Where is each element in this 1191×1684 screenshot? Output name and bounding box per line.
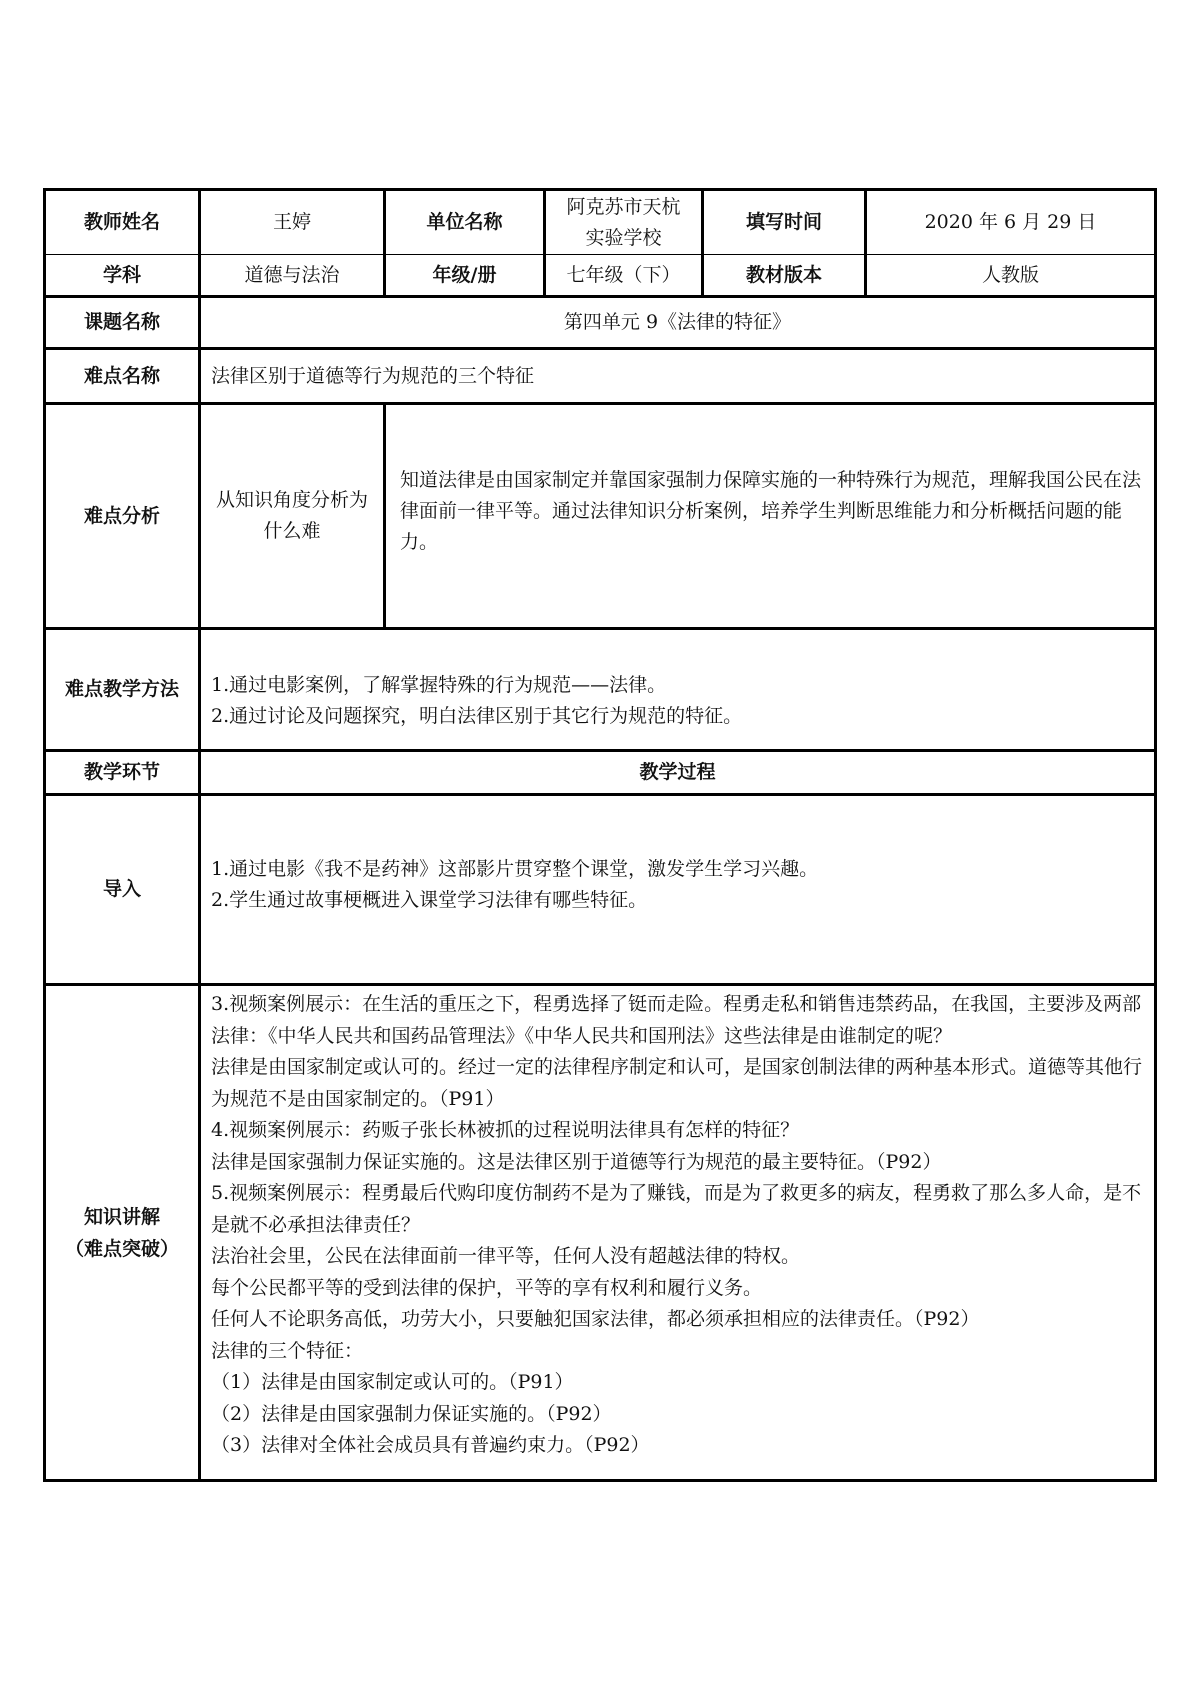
intro-label: 导入 <box>45 795 200 985</box>
edition-label: 教材版本 <box>703 255 866 297</box>
topic-value: 第四单元 9《法律的特征》 <box>200 297 1156 349</box>
row-topic <box>45 297 1156 349</box>
method-label: 难点教学方法 <box>45 629 200 751</box>
lesson-plan-table <box>43 188 1157 1482</box>
method-line: 1.通过电影案例，了解掌握特殊的行为规范——法律。 <box>211 673 667 696</box>
row-method <box>45 629 1156 751</box>
knowledge-line: （3）法律对全体社会成员具有普遍约束力。（P92） <box>211 1434 650 1456</box>
knowledge-label-line1: 知识讲解 <box>83 1205 160 1228</box>
unit-name-value: 阿克苏市天杭实验学校 <box>545 190 703 255</box>
row-difficulty <box>45 349 1156 404</box>
subject-value: 道德与法治 <box>200 255 385 297</box>
unit-name-label: 单位名称 <box>385 190 545 255</box>
process-stage-label: 教学环节 <box>45 751 200 795</box>
fill-date-value: 2020 年 6 月 29 日 <box>866 190 1156 255</box>
knowledge-line: （1）法律是由国家制定或认可的。（P91） <box>211 1371 574 1393</box>
knowledge-line: 法律是国家强制力保证实施的。这是法律区别于道德等行为规范的最主要特征。（P92） <box>211 1150 942 1173</box>
knowledge-line: 3.视频案例展示：在生活的重压之下，程勇选择了铤而走险。程勇走私和销售违禁药品，在我国，主要涉及两部法律：《中华人民共和国药品管理法》《中华人民共和国刑法》这些法律是由谁制定的呢？ <box>211 993 1142 1047</box>
knowledge-line: 5.视频案例展示：程勇最后代购印度仿制药不是为了赚钱，而是为了救更多的病友，程勇救了那么多人命，是不是就不必承担法律责任？ <box>211 1182 1142 1236</box>
analysis-label: 难点分析 <box>45 404 200 629</box>
method-line: 2.通过讨论及问题探究，明白法律区别于其它行为规范的特征。 <box>211 704 743 727</box>
row-analysis <box>45 404 1156 629</box>
row-intro <box>45 795 1156 985</box>
method-content <box>200 629 1156 751</box>
row-subject <box>45 255 1156 297</box>
topic-label: 课题名称 <box>45 297 200 349</box>
intro-line: 2.学生通过故事梗概进入课堂学习法律有哪些特征。 <box>211 888 648 911</box>
intro-line: 1.通过电影《我不是药神》这部影片贯穿整个课堂，激发学生学习兴趣。 <box>211 857 819 880</box>
knowledge-line: 法律是由国家制定或认可的。经过一定的法律程序制定和认可，是国家创制法律的两种基本形式。道德等其他行为规范不是由国家制定的。（P91） <box>211 1056 1143 1110</box>
grade-value: 七年级（下） <box>545 255 703 297</box>
knowledge-content <box>200 985 1156 1481</box>
row-knowledge <box>45 985 1156 1481</box>
fill-date-label: 填写时间 <box>703 190 866 255</box>
row-teacher <box>45 190 1156 255</box>
knowledge-line: 4.视频案例展示：药贩子张长林被抓的过程说明法律具有怎样的特征？ <box>211 1119 800 1141</box>
intro-content <box>200 795 1156 985</box>
knowledge-line: 法律的三个特征： <box>211 1339 364 1362</box>
knowledge-line: 每个公民都平等的受到法律的保护，平等的享有权利和履行义务。 <box>211 1276 763 1299</box>
knowledge-label-line2: （难点突破） <box>64 1237 179 1260</box>
difficulty-value: 法律区别于道德等行为规范的三个特征 <box>200 349 1156 404</box>
difficulty-label: 难点名称 <box>45 349 200 404</box>
analysis-sub-label: 从知识角度分析为什么难 <box>200 404 385 629</box>
knowledge-line: 法治社会里，公民在法律面前一律平等，任何人没有超越法律的特权。 <box>211 1245 801 1267</box>
knowledge-line: （2）法律是由国家强制力保证实施的。（P92） <box>211 1402 612 1425</box>
analysis-value: 知道法律是由国家制定并靠国家强制力保障实施的一种特殊行为规范，理解我国公民在法律面前一律平等。通过法律知识分析案例，培养学生判断思维能力和分析概括问题的能力。 <box>385 404 1156 629</box>
teacher-name-label: 教师姓名 <box>45 190 200 255</box>
process-label: 教学过程 <box>200 751 1156 795</box>
row-process-header <box>45 751 1156 795</box>
teacher-name-value: 王婷 <box>200 190 385 255</box>
knowledge-label <box>45 985 200 1481</box>
knowledge-line: 任何人不论职务高低，功劳大小，只要触犯国家法律，都必须承担相应的法律责任。（P92） <box>211 1308 980 1330</box>
edition-value: 人教版 <box>866 255 1156 297</box>
grade-label: 年级/册 <box>385 255 545 297</box>
subject-label: 学科 <box>45 255 200 297</box>
